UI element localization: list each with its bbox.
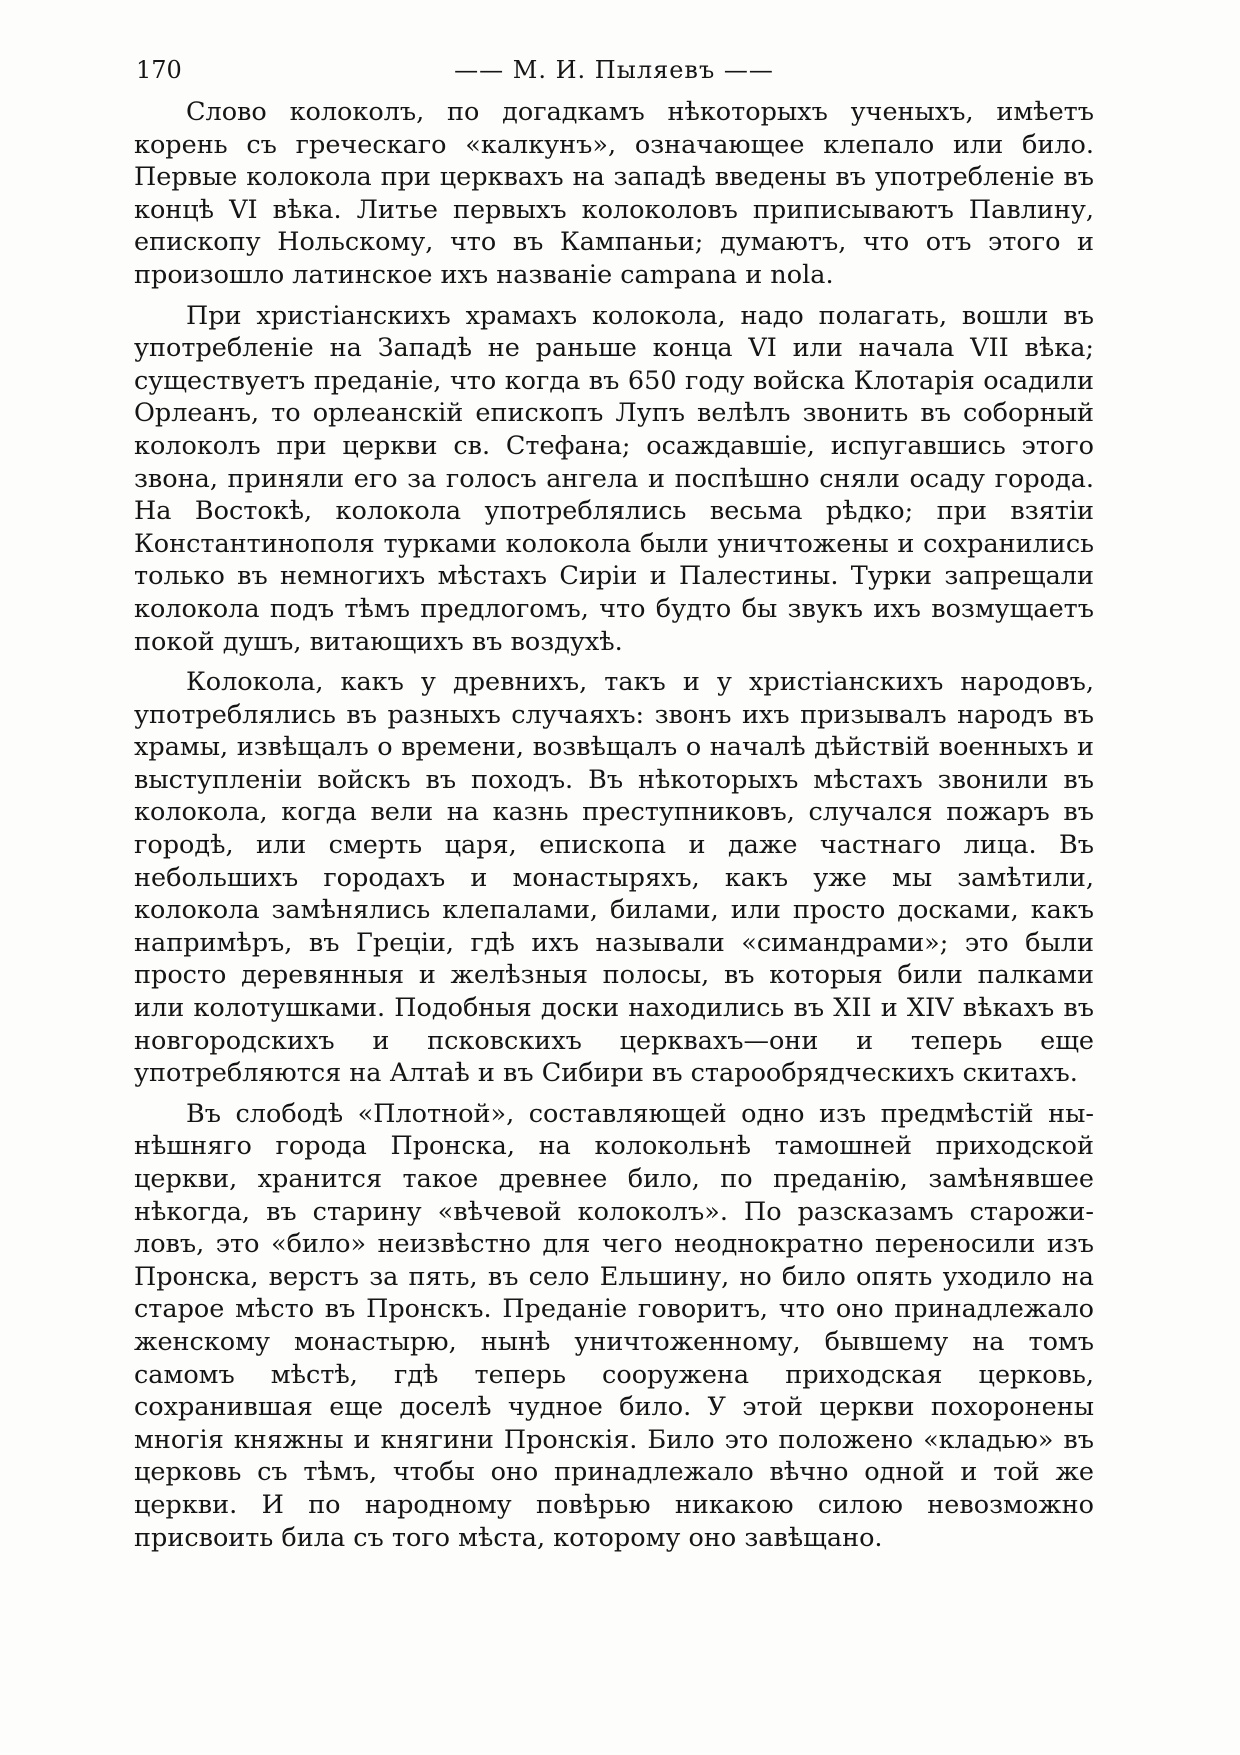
paragraph-1: Слово колоколъ, по догадкамъ нѣкоторыхъ ученыхъ, имѣетъ корень съ греческаго «калкунъ», означающее клепало или било. Первые колокола при церквахъ на западѣ введены въ употребленiе въ концѣ VI вѣка. Литье первыхъ колоколовъ приписываютъ Павлину, епископу Нольскому, что въ Кампаньи; думаютъ, что отъ этого и произошло латинское ихъ названiе campana и nola. bbox=[134, 97, 1094, 290]
page-number: 170 bbox=[136, 56, 182, 84]
paragraph-3: Колокола, какъ у древнихъ, такъ и у христiанскихъ народовъ, употреблялись въ разныхъ случаяхъ: звонъ ихъ призывалъ народъ въ храмы, извѣщалъ о времени, возвѣщалъ о началѣ дѣйствiй военныхъ и выступленiи войскъ въ походъ. Въ нѣкоторыхъ мѣстахъ звонили въ колокола, когда вели на казнь преступниковъ, случался пожаръ въ городѣ, или смерть царя, епископа и даже частнаго лица. Въ небольшихъ городахъ и монастыряхъ, какъ уже мы замѣтили, колокола замѣнялись клепалами, билами, или просто досками, какъ напримѣръ, въ Грецiи, гдѣ ихъ называли «симандрами»; это были просто деревянныя и желѣзныя полосы, въ которыя били палками или колотушками. Подобныя доски находились въ XII и XIV вѣкахъ въ новгородскихъ и псковскихъ церквахъ—они и теперь еще употребляются на Алтаѣ и въ Сибири въ старообрядческихъ скитахъ. bbox=[134, 667, 1094, 1089]
paragraph-2: При христiанскихъ храмахъ колокола, надо полагать, вошли въ употребленiе на Западѣ не раньше конца VI или начала VII вѣка; существуетъ преданiе, что когда въ 650 году войска Клотарiя осадили Орлеанъ, то орлеанскiй епископъ Лупъ велѣлъ звонить въ соборный колоколъ при церкви св. Стефана; осаждавшiе, испугавшись этого звона, приняли его за голосъ ангела и поспѣшно сняли осаду города. На Востокѣ, колокола употреблялись весьма рѣдко; при взятiи Константинополя турками колокола были уничтожены и сохранились только въ немногихъ мѣстахъ Сирiи и Палестины. Турки запрещали колокола подъ тѣмъ предлогомъ, что будто бы звукъ ихъ возмущаетъ покой душъ, витающихъ въ воздухѣ. bbox=[134, 300, 1094, 657]
body-text bbox=[134, 96, 1094, 1554]
paragraph-4: Въ слободѣ «Плотной», составляющей одно изъ предмѣстiй нынѣшняго города Пронска, на колокольнѣ тамошней приходской церкви, хранится такое древнее било, по преданiю, замѣнявшее нѣкогда, въ старину «вѣчевой колоколъ». По разсказамъ старожиловъ, это «било» неизвѣстно для чего неоднократно переносили изъ Пронска, верстъ за пять, въ село Ельшину, но било опять уходило на старое мѣсто въ Пронскъ. Преданiе говоритъ, что оно принадлежало женскому монастырю, нынѣ уничтоженному, бывшему на томъ самомъ мѣстѣ, гдѣ теперь сооружена приходская церковь, сохранившая еще доселѣ чудное било. У этой церкви похоронены многiя княжны и княгини Пронскiя. Било это положено «кладью» въ церковь съ тѣмъ, чтобы оно принадлежало вѣчно одной и той же церкви. И по народному повѣрью никакою силою невозможно присвоить била съ того мѣста, которому оно завѣщано. bbox=[134, 1098, 1094, 1553]
running-head bbox=[136, 50, 1092, 90]
running-title: —— М. И. Пыляевъ —— bbox=[454, 56, 774, 84]
